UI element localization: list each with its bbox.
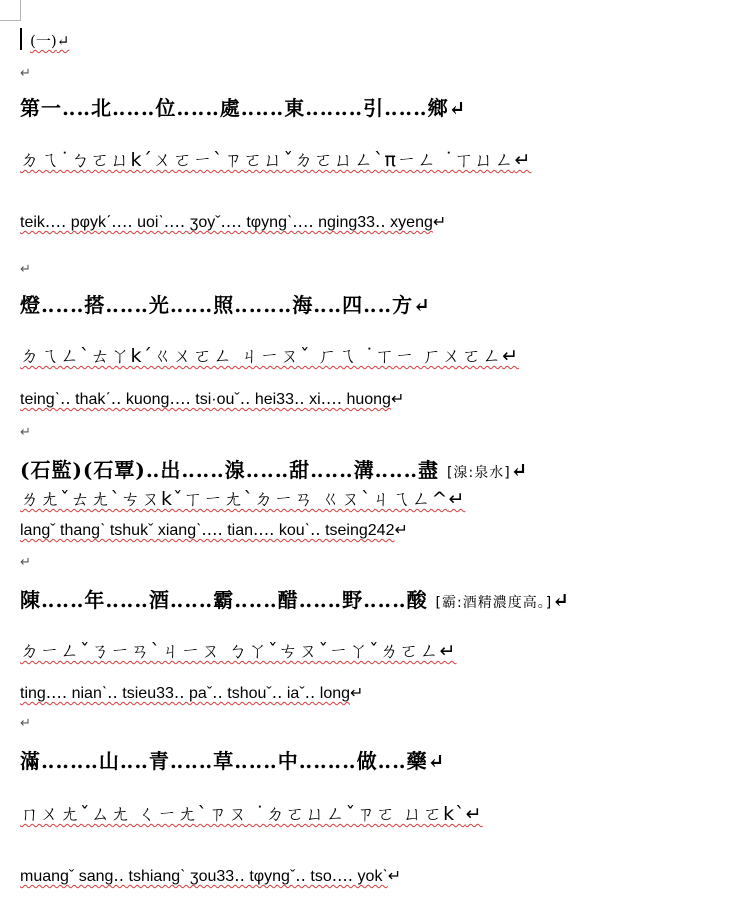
stanza-4-zhuyin-line[interactable]: ㄉㄧㄥˇㄋㄧㄢˋㄐㄧㄡ ㄅㄚˇㄘㄡˇㄧㄚˇㄌㄛㄥ↵ <box>20 640 457 662</box>
stanza-1-han-line[interactable]: 第一‥‥北‥‥‥位‥‥‥處‥‥‥東‥‥‥‥引‥‥‥鄉↵ <box>20 96 467 120</box>
stanza-2-roman-line[interactable]: teingˋ‥ thakˊ‥ kuong‥‥ tsi·ouˇ‥ hei33‥ xi‥‥ huong↵ <box>20 391 405 408</box>
paragraph-mark: ↵ <box>20 66 31 81</box>
paragraph-mark: ↵ <box>20 555 31 570</box>
stanza-2-zhuyin-line[interactable]: ㄉㄟㄥˋㄊㄚkˊㄍㄨㄛㄥ ㄐㄧㄡˇ ㄏㄟ ˙ㄒㄧ ㄏㄨㄛㄥ↵ <box>20 345 520 367</box>
paragraph-mark: ↵ <box>20 716 31 731</box>
stanza-1-roman-line[interactable]: teik‥‥ pφykˊ‥‥ uoiˋ‥‥ ʒoyˇ‥‥ tφyngˋ‥‥ nging33‥ xyeng↵ <box>20 214 447 231</box>
stanza-4-note: [霸:酒精濃度高。] <box>435 595 553 611</box>
stanza-1-zhuyin-line[interactable]: ㄉㄟ˙ㄅㄛㄩkˊㄨㄛㄧˋㄗㄛㄩˇㄉㄛㄩㄥˋπㄧㄥ ˙ㄒㄩㄥ↵ <box>20 149 532 171</box>
section-heading[interactable]: (一)↵ <box>30 32 70 50</box>
stanza-2-han-line[interactable]: 燈‥‥‥搭‥‥‥光‥‥‥照‥‥‥‥海‥‥四‥‥方↵ <box>20 293 431 317</box>
page-corner-marker <box>0 0 21 21</box>
stanza-3-han-line[interactable]: (石監)(石覃)‥出‥‥‥湶‥‥‥甜‥‥‥溝‥‥‥盡 [湶:泉水]↵ <box>20 458 529 482</box>
paragraph-mark: ↵ <box>20 425 31 440</box>
stanza-3-roman-line[interactable]: langˇ thangˋ tshukˇ xiangˋ‥‥ tian‥‥ kouˋ‥ tseing242↵ <box>20 522 408 539</box>
stanza-4-roman-line[interactable]: ting‥‥ nianˋ‥ tsieu33‥ paˇ‥ tshouˇ‥ iaˇ‥ long↵ <box>20 685 364 702</box>
stanza-5-han-line[interactable]: 滿‥‥‥‥山‥‥青‥‥‥草‥‥‥中‥‥‥‥做‥‥藥↵ <box>20 749 446 773</box>
text-cursor <box>20 28 22 50</box>
stanza-5-roman-line[interactable]: muangˇ sang‥ tshiangˋ ʒou33‥ tφyngˇ‥ tso‥‥ yokˋ↵ <box>20 868 402 885</box>
stanza-4-han-line[interactable]: 陳‥‥‥年‥‥‥酒‥‥‥霸‥‥‥醋‥‥‥野‥‥‥酸 [霸:酒精濃度高。]↵ <box>20 588 570 612</box>
paragraph-mark: ↵ <box>20 262 31 277</box>
stanza-3-zhuyin-line[interactable]: ㄌㄤˇㄊㄤˋㄘㄡkˇㄒㄧㄤˋㄉㄧㄢ ㄍㄡˋㄐㄟㄥ^↵ <box>20 488 466 510</box>
stanza-3-note: [湶:泉水] <box>447 465 511 481</box>
stanza-5-zhuyin-line[interactable]: ㄇㄨㄤˇㄙㄤ ㄑㄧㄤˋㄗㄡ ˙ㄉㄛㄩㄥˇㄗㄛ ㄩㄛkˋ↵ <box>20 803 483 825</box>
